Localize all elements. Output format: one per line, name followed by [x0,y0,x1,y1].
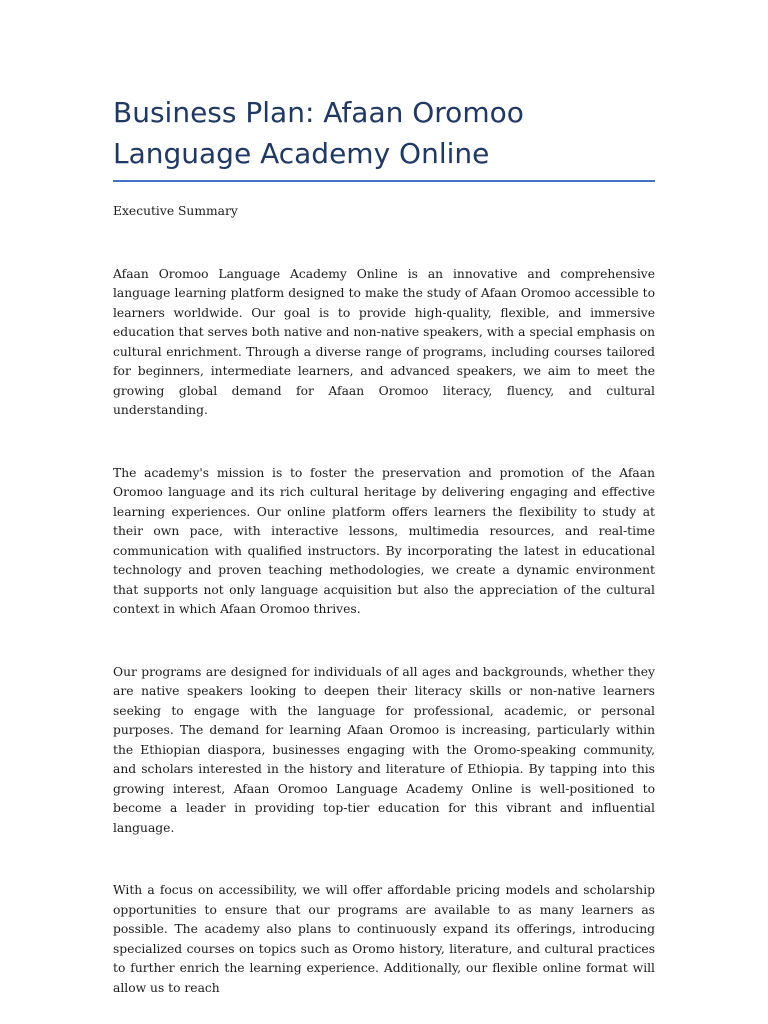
title-underline-rule [113,180,655,182]
paragraph-2: The academy's mission is to foster the preservation and promotion of the Afaan Oromoo language and its rich cultural heritage by delivering engaging and effective learning experiences. Our online platform offers learners the flexibility to study at their own pace, with interactive lessons, multimedia resources, and real-time communication with qualified instructors. By incorporating the latest in educational technology and proven teaching methodologies, we create a dynamic environment that supports not only language acquisition but also the appreciation of the cultural context in which Afaan Oromoo thrives. [113,465,655,616]
document-body [113,92,655,998]
section-label: Executive Summary [113,204,238,218]
document-title: Business Plan: Afaan Oromoo Language Academy Online [113,96,524,170]
paragraph-1: Afaan Oromoo Language Academy Online is an innovative and comprehensive language learning platform designed to make the study of Afaan Oromoo accessible to learners worldwide. Our goal is to provide high-quality, flexible, and immersive education that serves both native and non-native speakers, with a special emphasis on cultural enrichment. Through a diverse range of programs, including courses tailored for beginners, intermediate learners, and advanced speakers, we aim to meet the growing global demand for Afaan Oromoo literacy, fluency, and cultural understanding. [113,266,655,417]
paragraph-4: With a focus on accessibility, we will offer affordable pricing models and scholarship opportunities to ensure that our programs are available to as many learners as possible. The academy also plans to continuously expand its offerings, introducing specialized courses on topics such as Oromo history, literature, and cultural practices to further enrich the learning experience. Additionally, our flexible online format will allow us to reach [113,883,655,995]
paragraph-3: Our programs are designed for individuals of all ages and backgrounds, whether they are native speakers looking to deepen their literacy skills or non-native learners seeking to engage with the language for professional, academic, or personal purposes. The demand for learning Afaan Oromoo is increasing, particularly within the Ethiopian diaspora, businesses engaging with the Oromo-speaking community, and scholars interested in the history and literature of Ethiopia. By tapping into this growing interest, Afaan Oromoo Language Academy Online is well-positioned to become a leader in providing top-tier education for this vibrant and influential language. [113,664,655,835]
